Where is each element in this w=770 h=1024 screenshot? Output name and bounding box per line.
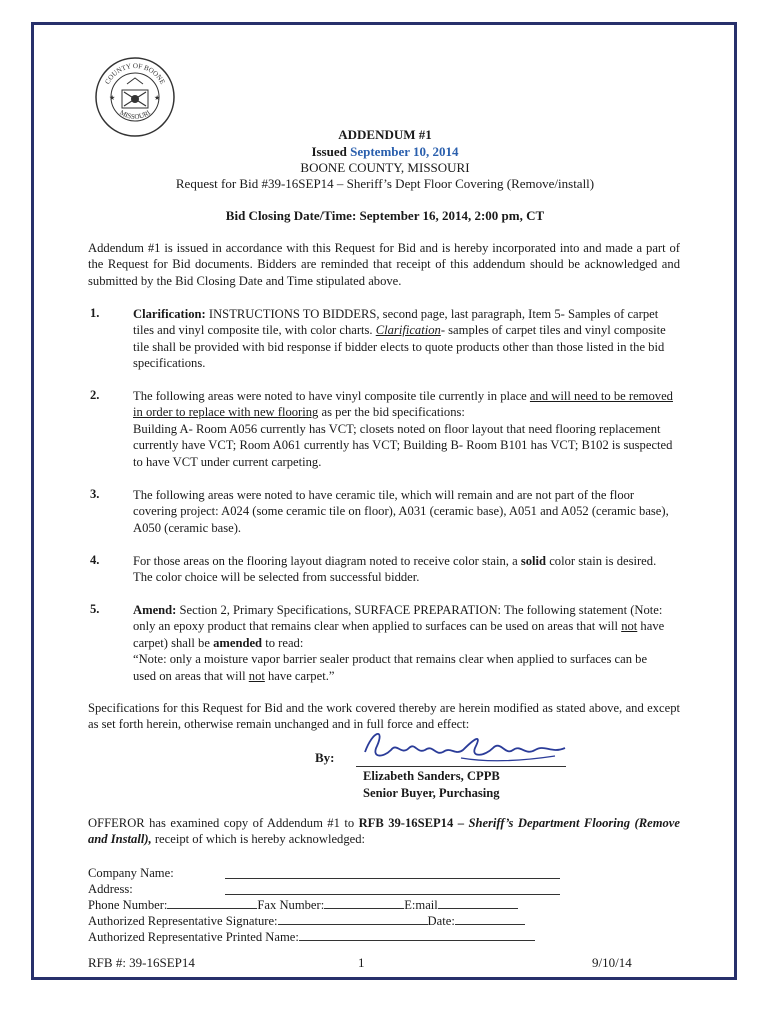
seal-bottom-text: MISSOURI <box>118 108 152 121</box>
intro-paragraph: Addendum #1 is issued in accordance with this Request for Bid and is hereby incorporated into and made a part of the Request for Bid documents. Bidders are reminded that receipt of this addendum should be acknowledged and submitted by the Bid Closing Date and Time stipulated above. <box>88 241 680 288</box>
seal-top-text: COUNTY OF BOONE <box>103 61 167 86</box>
phone-field[interactable] <box>167 897 257 909</box>
signer-block <box>363 768 500 802</box>
address-field[interactable] <box>225 883 560 895</box>
rep-signature-field[interactable] <box>278 913 428 925</box>
bid-closing: Bid Closing Date/Time: September 16, 2014, 2:00 pm, CT <box>225 208 545 223</box>
item-2-text: The following areas were noted to have vinyl composite tile currently in place and will need to be removed in order to replace with new flooring as per the bid specifications: Building A- Room A056 currently has VCT; closets noted on floor layout that need flooring replacement currently have VCT; Room A061 currently has VCT; Building B- Room B101 has VCT; B102 is suspected to have VCT under current carpeting. <box>133 389 673 469</box>
email-field[interactable] <box>438 897 518 909</box>
item-4-number: 4. <box>90 553 100 567</box>
addendum-title: ADDENDUM #1 <box>338 127 432 142</box>
offeror-statement: OFFEROR has examined copy of Addendum #1 to RFB 39-16SEP14 – Sheriff’s Department Flooring (Remove and Install), receipt of which is hereby acknowledged: <box>88 816 680 847</box>
footer-rfb-number: RFB #: 39-16SEP14 <box>88 955 195 970</box>
signer-title: Senior Buyer, Purchasing <box>363 786 500 800</box>
signer-name: Elizabeth Sanders, CPPB <box>363 769 500 783</box>
signature-row: Authorized Representative Signature: Date: <box>88 913 525 929</box>
item-5-text: Amend: Section 2, Primary Specifications, SURFACE PREPARATION: The following statement (Note: only an epoxy product that remains clear when applied to surfaces can be used on areas that will not have carpet) shall be amended to read: “Note: only a moisture vapor barrier sealer product that remains clear when applied to surfaces can be used on areas that will not have carpet.” <box>133 603 665 683</box>
footer-page-number: 1 <box>358 955 365 970</box>
fax-field[interactable] <box>324 897 404 909</box>
request-line: Request for Bid #39-16SEP14 – Sheriff’s Dept Floor Covering (Remove/install) <box>175 176 595 191</box>
item-5-number: 5. <box>90 602 100 616</box>
svg-text:★: ★ <box>109 94 116 102</box>
item-1-number: 1. <box>90 306 100 320</box>
item-3-number: 3. <box>90 487 100 501</box>
date-field[interactable] <box>455 913 525 925</box>
item-1-text: Clarification: INSTRUCTIONS TO BIDDERS, second page, last paragraph, Item 5- Samples of carpet tiles and vinyl composite tile, with color charts. Clarification- samples of carpet tiles and vinyl composite tile shall be provided with bid response if bidder elects to quote products other than those listed in the bid specifications. <box>133 307 666 371</box>
handwritten-signature <box>355 722 575 770</box>
company-name-row: Company Name: <box>88 866 174 880</box>
signature-line <box>356 766 566 767</box>
svg-text:★: ★ <box>154 94 161 102</box>
issued-date: September 10, 2014 <box>350 144 459 159</box>
phone-row: Phone Number: Fax Number: E:mail <box>88 897 518 913</box>
item-4-text: For those areas on the flooring layout diagram noted to receive color stain, a solid color stain is desired. The color choice will be selected from successful bidder. <box>133 554 657 585</box>
printed-name-field[interactable] <box>299 929 535 941</box>
address-row: Address: <box>88 882 133 896</box>
footer-date: 9/10/14 <box>592 955 632 970</box>
item-3-text: The following areas were noted to have ceramic tile, which will remain and are not part of the floor covering project: A024 (some ceramic tile on floor), A031 (ceramic base), A051 and A052 (ceramic base), A050 (ceramic base). <box>133 488 669 535</box>
item-2-number: 2. <box>90 388 100 402</box>
closing-paragraph: Specifications for this Request for Bid and the work covered thereby are herein modified as stated above, and except as set forth herein, otherwise remain unchanged and in full force and effect: <box>88 701 680 732</box>
by-label: By: <box>315 750 335 765</box>
county-name: BOONE COUNTY, MISSOURI <box>300 160 470 175</box>
printed-name-row: Authorized Representative Printed Name: <box>88 929 535 945</box>
company-name-field[interactable] <box>225 867 560 879</box>
issued-line: Issued September 10, 2014 <box>311 144 459 159</box>
